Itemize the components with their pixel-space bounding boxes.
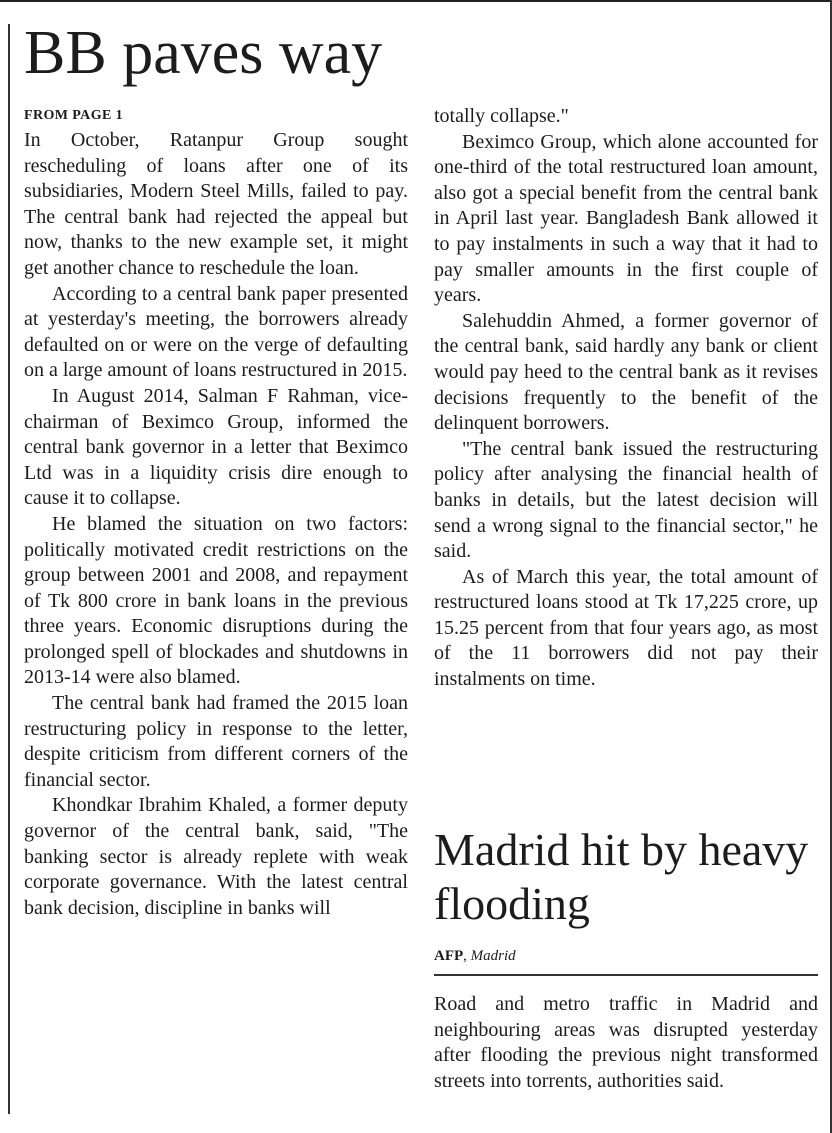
paragraph: Salehuddin Ahmed, a former governor of the central bank, said hardly any bank or client would pay heed to the central bank as it revises decisions frequently to the benefit of the delinquent borrowers.: [434, 309, 818, 435]
paragraph: Beximco Group, which alone accounted for one-third of the total restructured loan amount, also got a special benefit from the central bank in April last year. Bangladesh Bank allowed it to pay instalments in such a way that it had to pay smaller amounts in the first couple of years.: [434, 130, 818, 307]
dateline-separator: ,: [463, 948, 471, 964]
second-story-body: [434, 992, 818, 1094]
paragraph: Khondkar Ibrahim Khaled, a former deputy governor of the central bank, said, "The banking sector is already replete with weak corporate governance. With the latest central bank decision, discipline in banks will: [24, 794, 408, 919]
paragraph: Road and metro traffic in Madrid and neighbouring areas was disrupted yesterday after flooding the previous night transformed streets into torrents, authorities said.: [434, 993, 818, 1092]
main-headline: BB paves way: [24, 19, 383, 87]
main-story-column-1: [24, 104, 408, 921]
paragraph: He blamed the situation on two factors: politically motivated credit restrictions on the group between 2001 and 2008, and repayment of Tk 800 crore in bank loans in the previous three years. Economic disruptions during the prolonged spell of blockades and shutdowns in 2013-14 were also blamed.: [24, 512, 408, 689]
dateline: [434, 946, 516, 966]
second-headline: Madrid hit by heavy flooding: [434, 824, 809, 929]
paragraph: totally collapse.": [434, 105, 569, 127]
left-column-rule: [8, 24, 10, 1114]
agency-name: AFP: [434, 948, 464, 964]
main-story-column-2: [434, 104, 818, 693]
top-rule: [0, 0, 832, 2]
paragraph: As of March this year, the total amount of restructured loans stood at Tk 17,225 crore, up 15.25 percent from that four years ago, as most of the 11 borrowers did not pay their instalments on time.: [434, 565, 818, 691]
paragraph: "The central bank issued the restructuring policy after analysing the financial health of banks in details, but the latest decision will send a wrong signal to the financial sector," he said.: [434, 437, 818, 563]
paragraph: The central bank had framed the 2015 loan restructuring policy in response to the letter, despite criticism from different corners of the financial sector.: [24, 692, 408, 791]
paragraph: In October, Ratanpur Group sought rescheduling of loans after one of its subsidiaries, Modern Steel Mills, failed to pay. The central bank had rejected the appeal but now, thanks to the new example set, it might get another chance to reschedule the loan.: [24, 129, 408, 279]
dateline-place: Madrid: [470, 948, 516, 964]
from-page-label: FROM PAGE 1: [24, 108, 124, 123]
paragraph: In August 2014, Salman F Rahman, vice-chairman of Beximco Group, informed the central bank governor in a letter that Beximco Ltd was in a liquidity crisis dire enough to cause it to collapse.: [24, 384, 408, 510]
paragraph: According to a central bank paper presented at yesterday's meeting, the borrowers already defaulted on or were on the verge of defaulting on a large amount of loans restructured in 2015.: [24, 282, 408, 382]
story-divider: [434, 974, 818, 976]
